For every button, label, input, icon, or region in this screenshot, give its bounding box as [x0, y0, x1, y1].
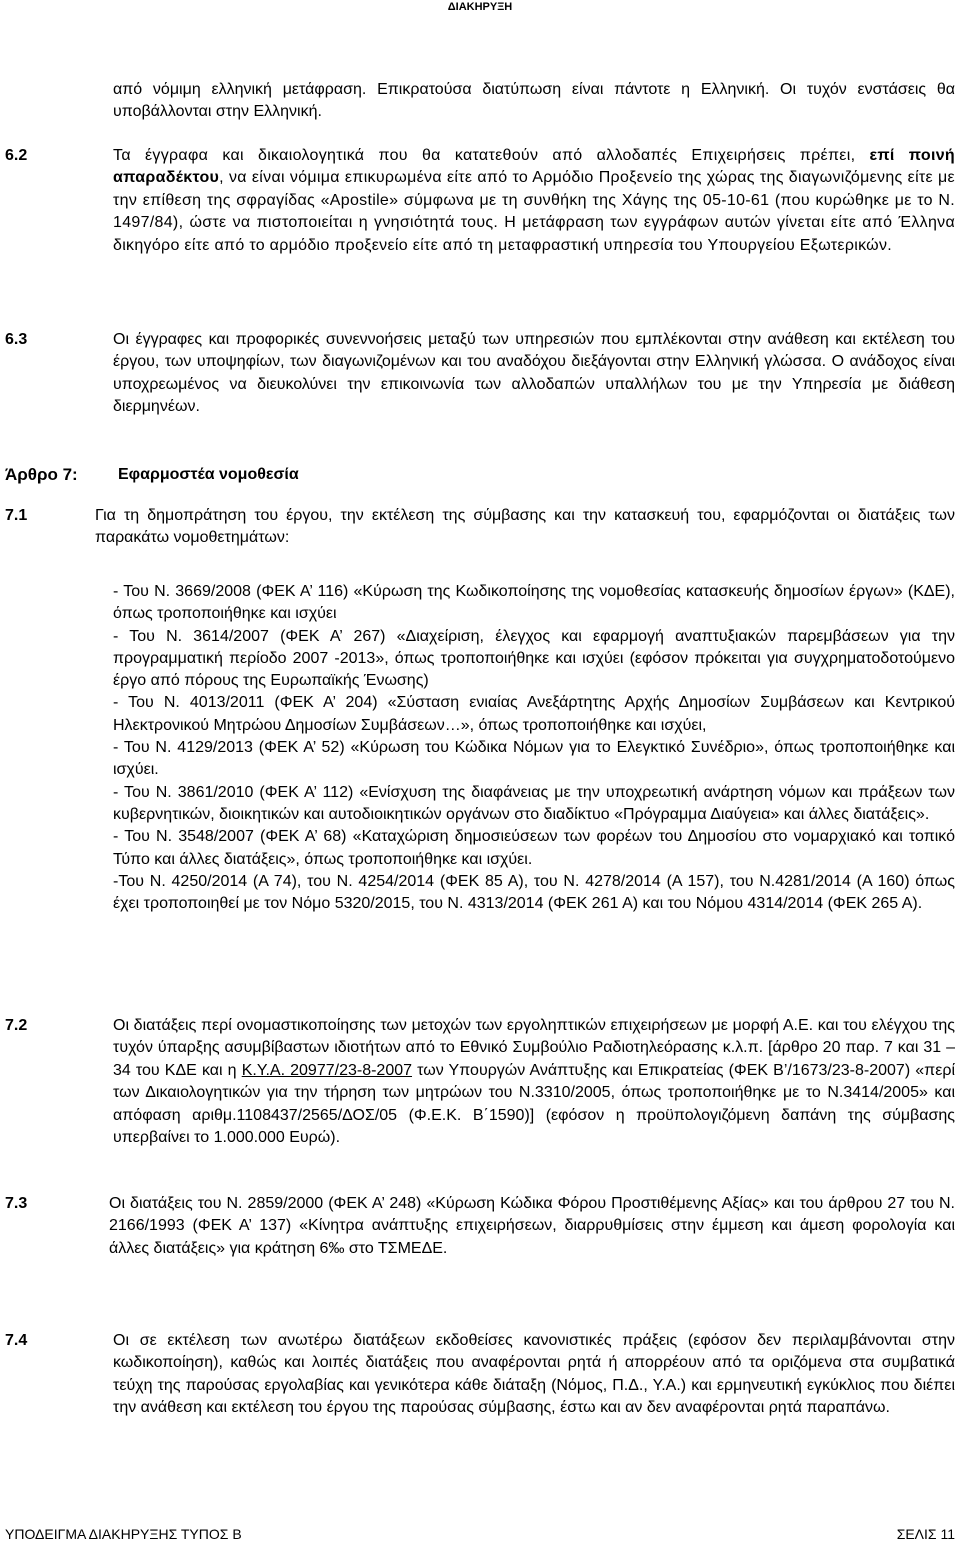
- section-7-4-text: Οι σε εκτέλεση των ανωτέρω διατάξεων εκδοθείσες κανονιστικές πράξεις (εφόσον δεν περιλαμβάνονται στην κωδικοποίηση), καθώς και λοιπές διατάξεις που αναφέρονται ρητά ή απορρέουν από τα οριζόμενα στα συμβατικά τεύχη της παρούσας εργολαβίας και γενικότερα κάθε διάταξη (Νόμος, Π.Δ., Υ.Α.) και ερμηνευτική εγκύκλιος που διέπει την ανάθεση και εκτέλεση του έργου της παρούσας σύμβασης, έστω και αν δεν αναφέρονται ρητά παραπάνω.: [113, 1332, 955, 1417]
- section-number-6-2: 6.2: [5, 147, 28, 164]
- section-7-2-text-part2: των Υπουργών Ανάπτυξης και Επικρατείας (ΦΕΚ Β’/1673/23-8-2007) «περί των Δικαιολογητικών για την τήρηση των μητρώων του Ν.3310/2005, όπως τροποποιήθηκε με το Ν.3414/2005» και απόφαση αριθμ.1108437/2565/ΔΟΣ/05 (Φ.Ε.Κ. Β΄1590)] (εφόσον η προϋπολογιζόμενη δαπάνη της σύμβασης υπερβαίνει το 1.000.000 Ευρώ).: [113, 1061, 955, 1147]
- section-number-6-3: 6.3: [5, 331, 28, 348]
- section-number-7-2: 7.2: [5, 1017, 28, 1034]
- section-6-3-text: Οι έγγραφες και προφορικές συνεννοήσεις μεταξύ των υπηρεσιών που εμπλέκονται στην ανάθεση και εκτέλεση του έργου, των υποψηφίων, των διαγωνιζομένων και του αναδόχου διεξάγονται στην Ελληνική γλώσσα. Ο ανάδοχος είναι υποχρεωμένος να διευκολύνει την επικοινωνία των αλλοδαπών υπαλλήλων του με την Υπηρεσία με διάθεση διερμηνέων.: [113, 331, 955, 416]
- section-6-2-text-part1: Τα έγγραφα και δικαιολογητικά που θα κατατεθούν από αλλοδαπές Επιχειρήσεις πρέπει,: [113, 147, 870, 164]
- section-number-7-3: 7.3: [5, 1195, 28, 1212]
- laws-list: [113, 581, 955, 915]
- section-6-2-text: [113, 145, 955, 257]
- law-item: - Του Ν. 3614/2007 (ΦΕΚ Α’ 267) «Διαχείριση, έλεγχος και εφαρμογή αναπτυξιακών παρεμβάσεων για την προγραμματική περίοδο 2007 -2013», όπως τροποποιήθηκε και ισχύει (εφόσον πρόκειται για συγχρηματοδοτούμενο έργο από πόρους της Ευρωπαϊκής Ένωσης): [113, 627, 955, 690]
- law-item: - Του Ν. 4013/2011 (ΦΕΚ Α’ 204) «Σύσταση ενιαίας Ανεξάρτητης Αρχής Δημοσίων Συμβάσεων και Κεντρικού Ηλεκτρονικού Μητρώου Δημοσίων Συμβάσεων…», όπως τροποποιήθηκε και ισχύει,: [113, 694, 955, 734]
- section-7-2-text: [113, 1015, 955, 1149]
- continuation-paragraph: από νόμιμη ελληνική μετάφραση. Επικρατούσα διατύπωση είναι πάντοτε η Ελληνική. Οι τυχόν ενστάσεις θα υποβάλλονται στην Ελληνική.: [113, 81, 955, 121]
- law-item: - Του Ν. 3861/2010 (ΦΕΚ Α’ 112) «Ενίσχυση της διαφάνειας με την υποχρεωτική ανάρτηση νόμων και πράξεων των κυβερνητικών, διοικητικών και αυτοδιοικητικών οργάνων στο διαδίκτυο «Πρόγραμμα Διαύγεια» και άλλες διατάξεις».: [113, 783, 955, 823]
- kya-reference: Κ.Υ.Α. 20977/23-8-2007: [241, 1061, 413, 1079]
- section-6-2-text-part2: , να είναι νόμιμα επικυρωμένα είτε από το Αρμόδιο Προξενείο της χώρας της διαγωνιζόμενης είτε με την επίθεση της σφραγίδας «Apostile» σύμφωνα με τη συνθήκη της Χάγης της 05-10-61 (που κυρώθηκε με το Ν. 1497/84), ώστε να πιστοποιείται η γνησιότητά τους. Η μετάφραση των εγγράφων αυτών γίνεται είτε από Έλληνα δικηγόρο είτε από το αρμόδιο προξενείο είτε από τη μεταφραστική υπηρεσία του Υπουργείου Εξωτερικών.: [113, 169, 955, 254]
- article-label: Άρθρο 7:: [5, 465, 78, 484]
- article-title: Εφαρμοστέα νομοθεσία: [118, 466, 299, 483]
- section-7-2-text-part1: Οι διατάξεις περί ονομαστικοποίησης των μετοχών των εργοληπτικών επιχειρήσεων με μορφή Α.Ε. και του ελέγχου της τυχόν ύπαρξης ασυμβίβαστων ιδιοτήτων από το Εθνικό Συμβούλιο Ραδιοτηλεόρασης κ.λ.π. [άρθρο 20 παρ. 7 και 31 – 34 του ΚΔΕ και η: [113, 1017, 955, 1079]
- law-item: - Του Ν. 4129/2013 (ΦΕΚ Α’ 52) «Κύρωση του Κώδικα Νόμων για το Ελεγκτικό Συνέδριο», όπως τροποποιήθηκε και ισχύει.: [113, 739, 955, 779]
- law-item: - Του Ν. 3548/2007 (ΦΕΚ Α’ 68) «Καταχώριση δημοσιεύσεων των φορέων του Δημοσίου στο νομαρχιακό και τοπικό Τύπο και άλλες διατάξεις», όπως τροποποιήθηκε και ισχύει.: [113, 828, 955, 868]
- page-header-title: ΔΙΑΚΗΡΥΞΗ: [447, 1, 513, 13]
- section-number-7-4: 7.4: [5, 1332, 28, 1349]
- footer-document-name: ΥΠΟΔΕΙΓΜΑ ΔΙΑΚΗΡΥΞΗΣ ΤΥΠΟΣ Β: [5, 1526, 242, 1542]
- section-7-1-text: Για τη δημοπράτηση του έργου, την εκτέλεση της σύμβασης και την κατασκευή του, εφαρμόζονται οι διατάξεις των παρακάτω νομοθετημάτων:: [95, 507, 955, 547]
- law-item: -Του Ν. 4250/2014 (Α 74), του Ν. 4254/2014 (ΦΕΚ 85 Α), του Ν. 4278/2014 (Α 157), του Ν.4281/2014 (Α 160) όπως έχει τροποποιηθεί με τον Νόμο 5320/2015, του Ν. 4313/2014 (ΦΕΚ 261 Α) και του Νόμου 4314/2014 (ΦΕΚ 265 Α).: [113, 872, 955, 913]
- section-number-7-1: 7.1: [5, 507, 28, 524]
- section-7-3-text: Οι διατάξεις του Ν. 2859/2000 (ΦΕΚ Α’ 248) «Κύρωση Κώδικα Φόρου Προστιθέμενης Αξίας» και του άρθρου 27 του Ν. 2166/1993 (ΦΕΚ Α’ 137) «Κίνητρα ανάπτυξης επιχειρήσεων, διαρρυθμίσεις στην έμμεση και άμεση φορολογία και άλλες διατάξεις» για κράτηση 6‰ στο ΤΣΜΕΔΕ.: [109, 1195, 955, 1257]
- footer-page-number: ΣΕΛΙΣ 11: [896, 1526, 955, 1542]
- section-6-2-bold-phrase: επί ποινή απαραδέκτου: [113, 147, 955, 187]
- law-item: - Του Ν. 3669/2008 (ΦΕΚ Α’ 116) «Κύρωση της Κωδικοποίησης της νομοθεσίας κατασκευής δημοσίων έργων» (ΚΔΕ), όπως τροποποιήθηκε και ισχύει: [113, 583, 955, 623]
